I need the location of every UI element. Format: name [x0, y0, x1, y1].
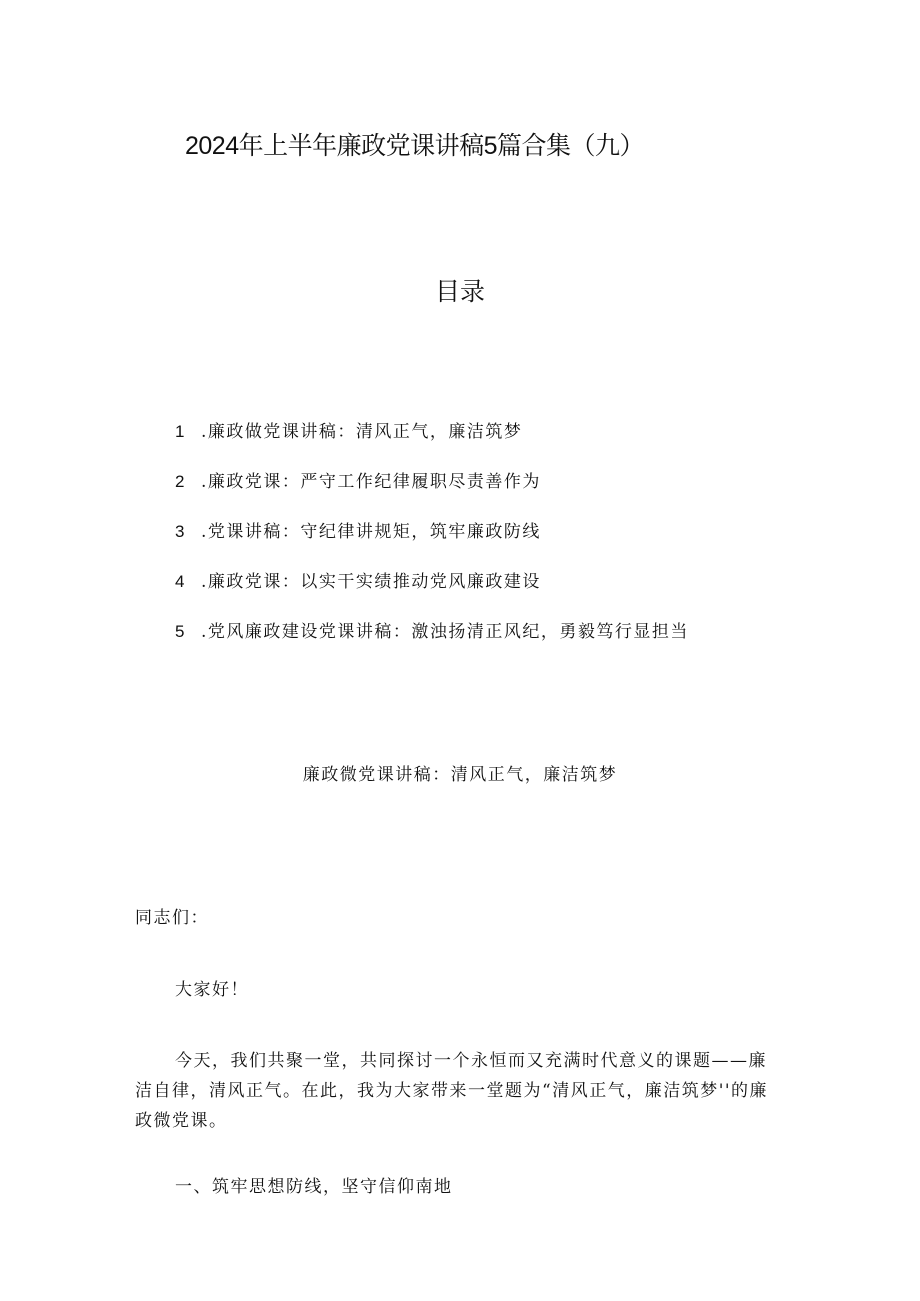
toc-item-text: .廉政党课：以实干实绩推动党风廉政建设 — [201, 572, 541, 592]
toc-item-1 — [175, 420, 689, 470]
toc-item-4 — [175, 570, 689, 620]
table-of-contents — [175, 420, 689, 670]
toc-item-text: .党课讲稿：守纪律讲规矩，筑牢廉政防线 — [201, 522, 541, 542]
section-title: 廉政微党课讲稿：清风正气，廉洁筑梦 — [302, 765, 618, 785]
toc-item-number: 5 — [175, 622, 185, 641]
salutation: 同志们： — [135, 908, 209, 928]
toc-item-5 — [175, 620, 689, 670]
toc-item-3 — [175, 520, 689, 570]
intro-paragraph: 今天，我们共聚一堂，共同探讨一个永恒而又充满时代意义的课题——廉洁自律，清风正气。在此，我为大家带来一堂题为“清风正气，廉洁筑梦''的廉政微党课。 — [135, 1051, 769, 1131]
greeting: 大家好！ — [175, 980, 249, 1000]
toc-item-number: 3 — [175, 522, 185, 541]
toc-item-number: 4 — [175, 572, 185, 591]
subheading: 一、筑牢思想防线，坚守信仰南地 — [175, 1177, 453, 1197]
toc-item-number: 1 — [175, 422, 185, 441]
toc-heading: 目录 — [434, 277, 485, 306]
toc-item-text: .廉政做党课讲稿：清风正气，廉洁筑梦 — [201, 422, 523, 442]
toc-item-number: 2 — [175, 472, 185, 491]
toc-item-text: .党风廉政建设党课讲稿：激浊扬清正风纪，勇毅笃行显担当 — [201, 622, 689, 642]
document-title: 2024年上半年廉政党课讲稿5篇合集（九） — [185, 132, 645, 160]
toc-item-text: .廉政党课：严守工作纪律履职尽责善作为 — [201, 472, 541, 492]
toc-item-2 — [175, 470, 689, 520]
